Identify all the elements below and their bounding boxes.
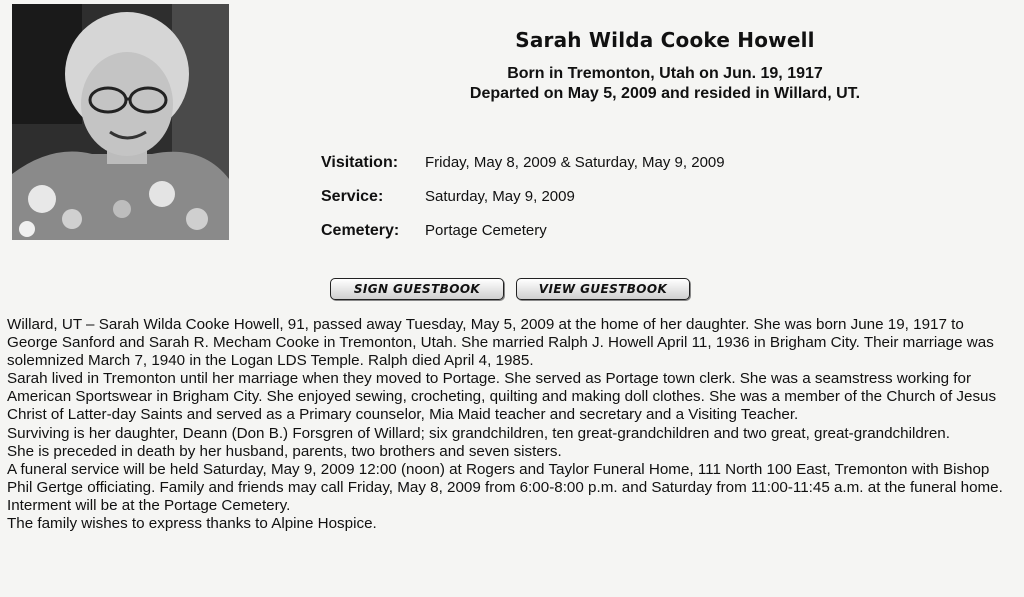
obituary-paragraph: Surviving is her daughter, Deann (Don B.) Forsgren of Willard; six grandchildren, ten great-grandchildren and two great, great-grandchildren. xyxy=(7,424,950,442)
visitation-row xyxy=(321,154,725,188)
sign-guestbook-button[interactable]: SIGN GUESTBOOK xyxy=(330,278,504,300)
obituary-paragraph: The family wishes to express thanks to Alpine Hospice. xyxy=(7,515,377,533)
obituary-paragraph: A funeral service will be held Saturday, May 9, 2009 12:00 (noon) at Rogers and Taylor Funeral Home, 111 North 100 East, Tremonton with Bishop Phil Gertge officiating. Family and friends may call Friday, May 8, 2009 from 6:00-8:00 p.m. and Saturday from 11:00-11:45 a.m. at the funeral home. Interment will be at the Portage Cemetery. xyxy=(7,460,1003,514)
cemetery-row xyxy=(321,222,725,256)
obituary-header xyxy=(420,28,910,104)
guestbook-buttons xyxy=(330,278,690,300)
cemetery-value: Portage Cemetery xyxy=(425,222,547,239)
departed-line: Departed on May 5, 2009 and resided in Willard, UT. xyxy=(469,85,861,102)
obituary-text xyxy=(7,316,1017,533)
visitation-value: Friday, May 8, 2009 & Saturday, May 9, 2009 xyxy=(425,154,725,171)
deceased-name: Sarah Wilda Cooke Howell xyxy=(515,28,815,52)
obituary-paragraph: Sarah lived in Tremonton until her marriage when they moved to Portage. She served as Portage town clerk. She was a seamstress working for American Sportswear in Brigham City. She enjoyed sewing, crocheting, quilting and making doll clothes. She was a member of the Church of Jesus Christ of Latter-day Saints and served as a Primary counselor, Mia Maid teacher and secretary and a Visiting Teacher. xyxy=(7,370,997,424)
obituary-paragraph: She is preceded in death by her husband, parents, two brothers and seven sisters. xyxy=(7,442,562,460)
service-label: Service: xyxy=(321,188,384,205)
cemetery-label: Cemetery: xyxy=(321,222,400,239)
service-row xyxy=(321,188,725,222)
service-value: Saturday, May 9, 2009 xyxy=(425,188,575,205)
view-guestbook-button[interactable]: VIEW GUESTBOOK xyxy=(516,278,690,300)
service-details xyxy=(321,154,725,256)
portrait-photo xyxy=(12,4,229,240)
obituary-paragraph: Willard, UT – Sarah Wilda Cooke Howell, 91, passed away Tuesday, May 5, 2009 at the home of her daughter. She was born June 19, 1917 to George Sanford and Sarah R. Mecham Cooke in Tremonton, Utah. She married Ralph J. Howell April 11, 1936 in Brigham City. Their marriage was solemnized March 7, 1940 in the Logan LDS Temple. Ralph died April 4, 1985. xyxy=(7,316,994,370)
visitation-label: Visitation: xyxy=(321,154,399,171)
birth-line: Born in Tremonton, Utah on Jun. 19, 1917 xyxy=(507,65,823,82)
